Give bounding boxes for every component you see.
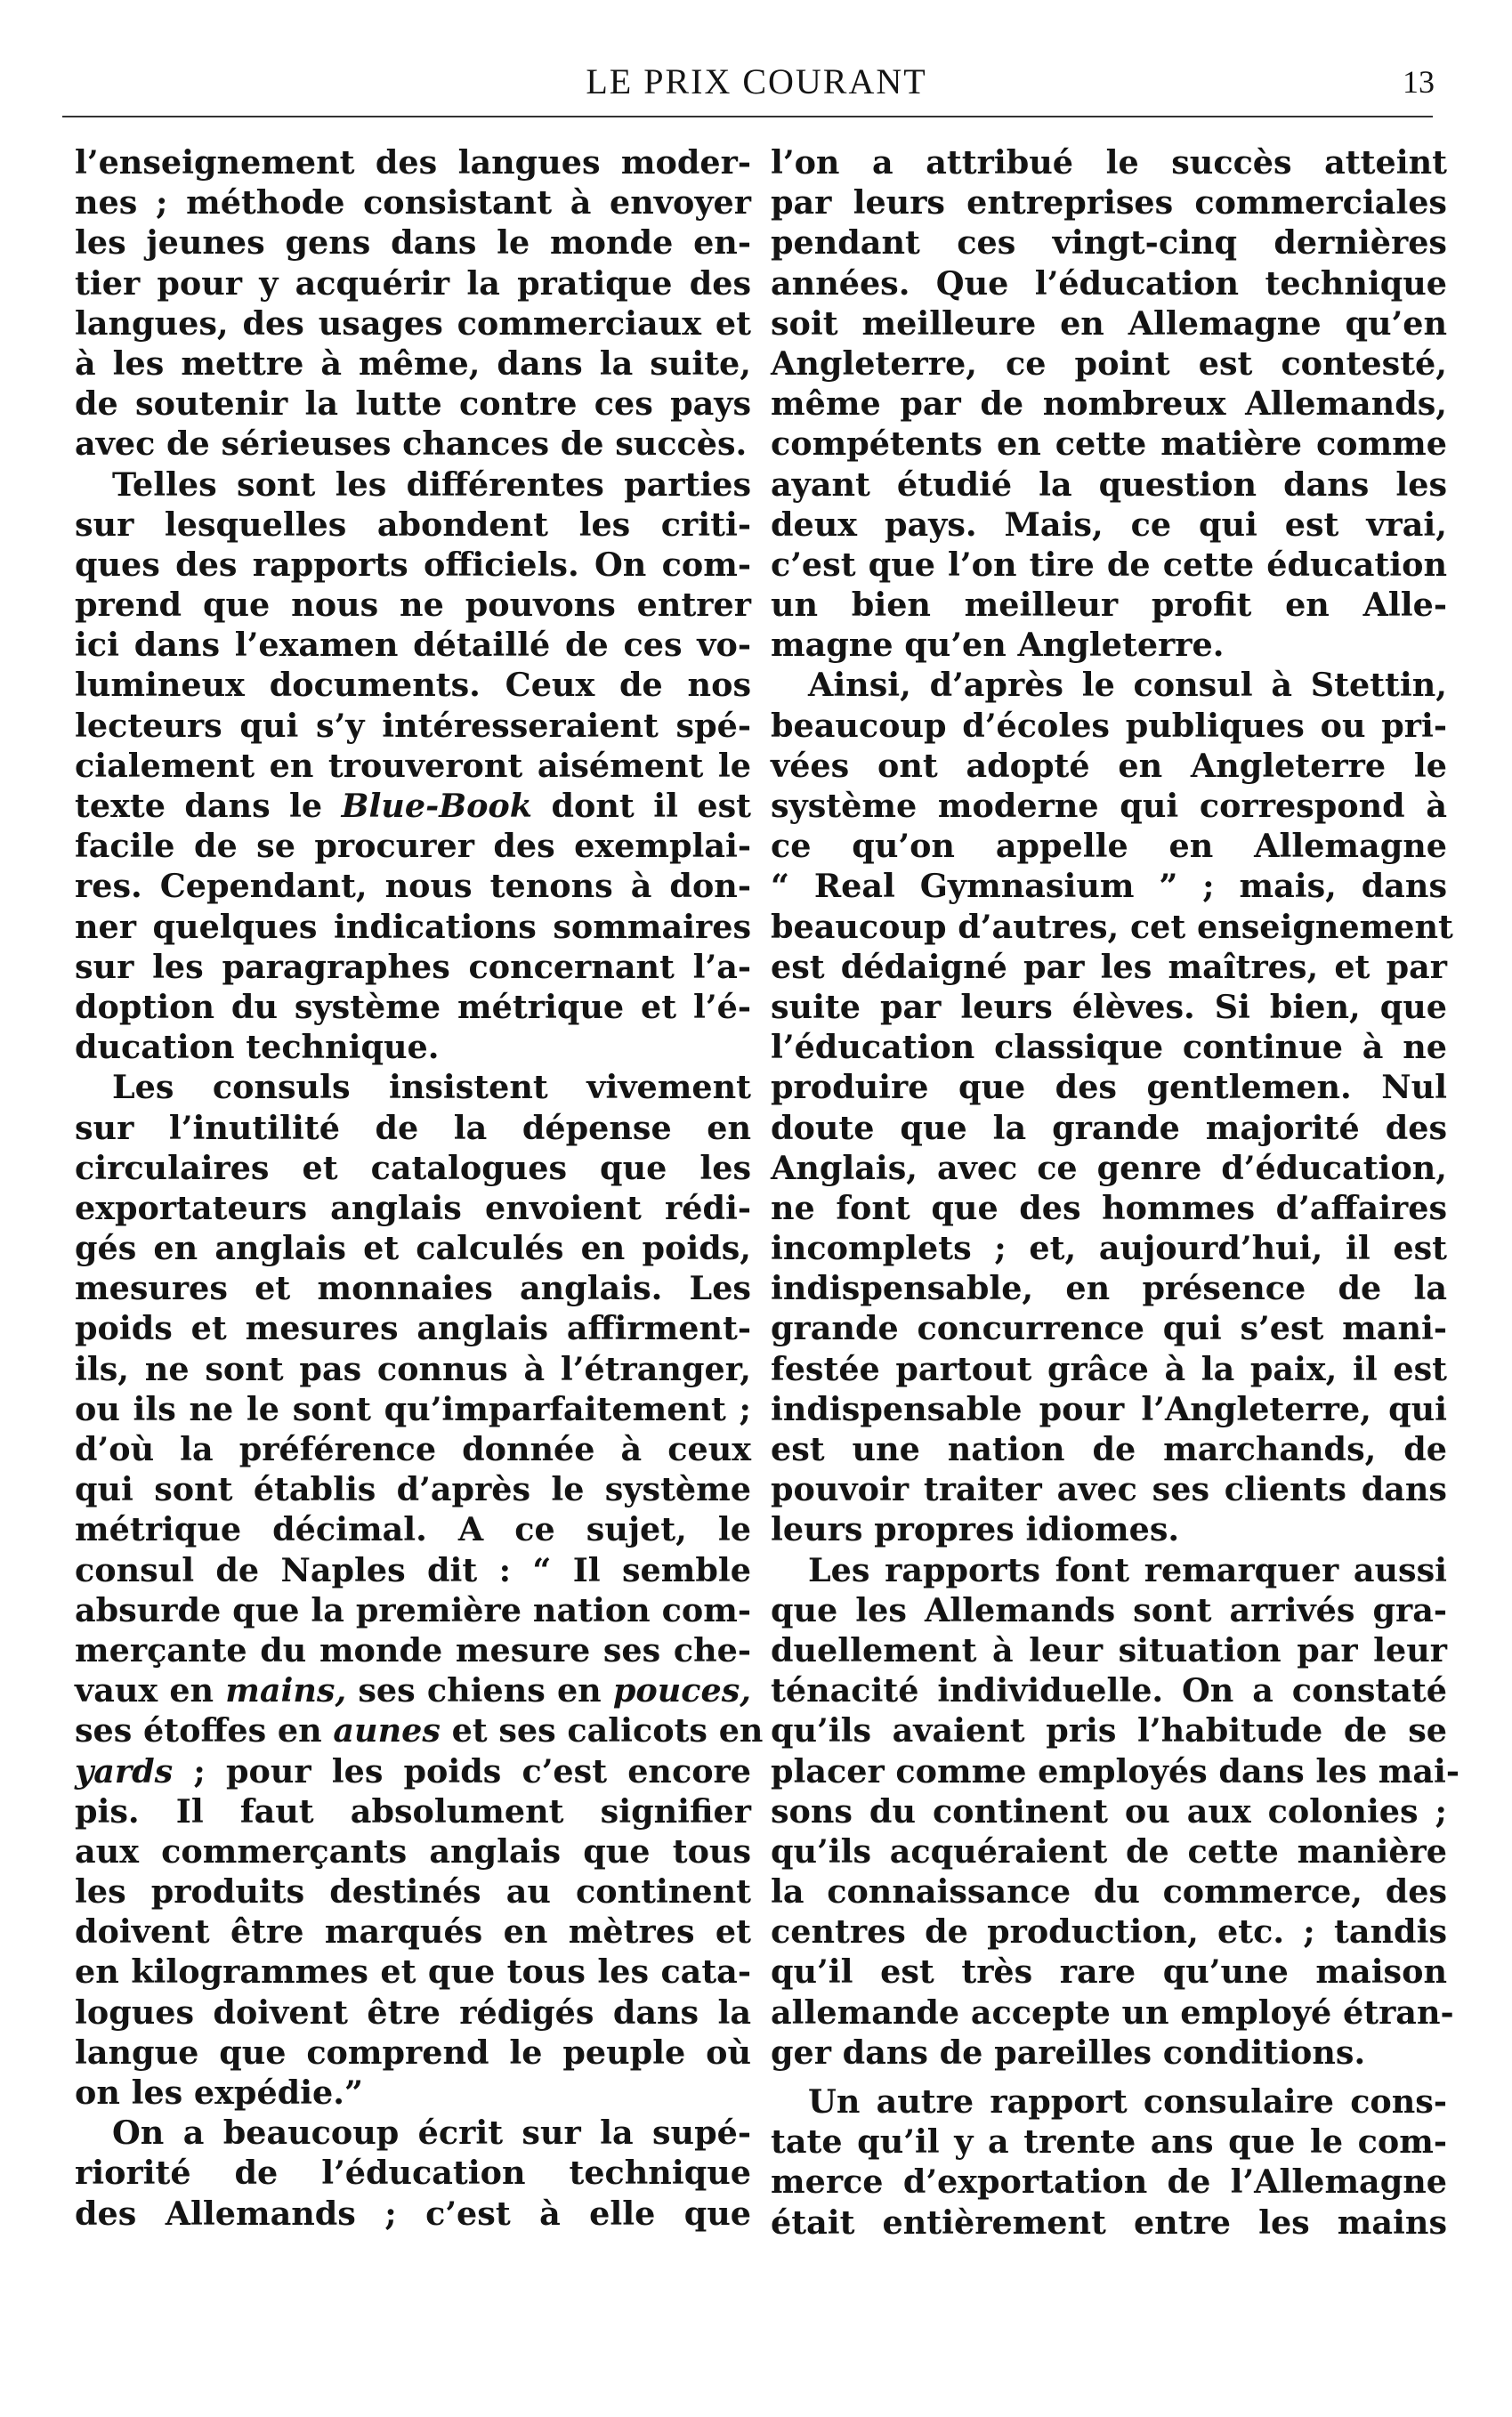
- text-segment: poids et mesures anglais affirment-: [75, 1309, 751, 1348]
- text-segment: On a beaucoup écrit sur la supé-: [112, 2114, 751, 2153]
- text-line: [771, 1630, 1447, 1670]
- running-title: LE PRIX COURANT: [586, 61, 927, 101]
- text-line: [75, 907, 751, 947]
- text-segment: lecteurs qui s’y intéresseraient spé-: [75, 706, 751, 745]
- text-line: [75, 1389, 751, 1429]
- text-line: [75, 1228, 751, 1268]
- text-segment: cialement en trouveront aisément le: [75, 746, 751, 785]
- text-line: [75, 1308, 751, 1348]
- text-segment: doute que la grande majorité des: [771, 1108, 1447, 1147]
- text-segment: Angleterre, ce point est contesté,: [771, 344, 1447, 383]
- text-line: [75, 1751, 751, 1791]
- text-line: [75, 1188, 751, 1228]
- text-line: [75, 866, 751, 906]
- text-line: [75, 1550, 751, 1590]
- italic-text: Blue-Book: [341, 787, 533, 825]
- text-segment: ne font que des hommes d’affaires: [771, 1188, 1447, 1227]
- text-line: [75, 706, 751, 746]
- text-segment: compétents en cette matière comme: [771, 424, 1447, 464]
- text-line: [771, 1228, 1447, 1268]
- text-line: [75, 1429, 751, 1469]
- text-segment: des Allemands ; c’est à elle que: [75, 2194, 751, 2233]
- text-segment: système moderne qui correspond à: [771, 787, 1447, 825]
- text-segment: l’on a attribué le succès atteint: [771, 143, 1447, 182]
- text-segment: circulaires et catalogues que les: [75, 1148, 751, 1187]
- text-line: [75, 1871, 751, 1912]
- text-segment: Telles sont les différentes parties: [112, 465, 751, 504]
- text-line: [771, 2162, 1447, 2202]
- text-segment: Un autre rapport consulaire cons-: [808, 2082, 1447, 2121]
- text-line: [75, 182, 751, 222]
- text-line: [771, 1509, 1447, 1549]
- text-segment: ger dans de pareilles conditions.: [771, 2033, 1366, 2072]
- text-line: [75, 665, 751, 705]
- text-line: [771, 465, 1447, 505]
- text-line: [75, 505, 751, 545]
- text-line: [771, 866, 1447, 906]
- text-segment: ils, ne sont pas connus à l’étranger,: [75, 1349, 751, 1388]
- text-line: [771, 1469, 1447, 1509]
- text-line: [75, 585, 751, 625]
- text-line: [771, 1148, 1447, 1188]
- text-segment: consul de Naples dit : “ Il semble: [75, 1550, 751, 1589]
- text-line: [75, 1710, 764, 1750]
- text-line: [771, 505, 1447, 545]
- text-line: [75, 384, 751, 424]
- text-line: [771, 987, 1447, 1027]
- text-line: [75, 1349, 751, 1389]
- text-line: [75, 1831, 751, 1871]
- text-line: [771, 263, 1447, 303]
- text-segment: “ Real Gymnasium ” ; mais, dans: [771, 867, 1447, 906]
- text-segment: deux pays. Mais, ce qui est vrai,: [771, 505, 1447, 544]
- text-line: [75, 625, 751, 665]
- text-segment: suite par leurs élèves. Si bien, que: [771, 987, 1447, 1026]
- text-line: [771, 1268, 1447, 1308]
- text-segment: merce d’exportation de l’Allemagne: [771, 2162, 1447, 2202]
- text-line: [771, 182, 1447, 222]
- text-segment: est dédaigné par les maîtres, et par: [771, 947, 1447, 986]
- text-segment: langues, des usages commerciaux et: [75, 303, 751, 343]
- text-segment: duellement à leur situation par leur: [771, 1630, 1447, 1669]
- text-segment: mesures et monnaies anglais. Les: [75, 1269, 751, 1308]
- text-segment: même par de nombreux Allemands,: [771, 384, 1447, 424]
- text-line: [771, 1108, 1447, 1148]
- text-segment: lumineux documents. Ceux de nos: [75, 666, 751, 705]
- text-line: [771, 1993, 1454, 2033]
- text-line: [75, 222, 751, 263]
- text-segment: ducation technique.: [75, 1028, 440, 1067]
- text-segment: logues doivent être rédigés dans la: [75, 1993, 751, 2032]
- text-segment: sur lesquelles abondent les criti-: [75, 505, 751, 544]
- text-segment: années. Que l’éducation technique: [771, 263, 1447, 303]
- text-line: [75, 1027, 751, 1067]
- text-segment: pis. Il faut absolument signifier: [75, 1791, 751, 1831]
- text-segment: et ses calicots en: [440, 1711, 764, 1750]
- text-line: [771, 384, 1447, 424]
- text-line: [771, 1429, 1447, 1469]
- running-head: [71, 55, 1442, 109]
- text-segment: centres de production, etc. ; tandis: [771, 1912, 1447, 1952]
- text-line: [75, 1791, 751, 1831]
- text-segment: grande concurrence qui s’est mani-: [771, 1309, 1447, 1348]
- text-segment: dont il est: [532, 787, 751, 825]
- text-segment: festée partout grâce à la paix, il est: [771, 1349, 1447, 1388]
- text-line: [771, 1751, 1460, 1791]
- text-line: [75, 987, 751, 1027]
- text-segment: exportateurs anglais envoient rédi-: [75, 1188, 751, 1227]
- text-segment: de soutenir la lutte contre ces pays: [75, 384, 751, 424]
- text-line: [771, 1710, 1447, 1750]
- text-segment: était entièrement entre les mains: [771, 2203, 1447, 2242]
- text-line: [771, 2122, 1447, 2162]
- text-line: [771, 1791, 1447, 1831]
- text-segment: ténacité individuelle. On a constaté: [771, 1671, 1447, 1710]
- header-rule: [62, 116, 1433, 117]
- text-line: [75, 2153, 751, 2193]
- text-segment: magne qu’en Angleterre.: [771, 626, 1225, 665]
- text-segment: c’est que l’on tire de cette éducation: [771, 545, 1447, 584]
- text-segment: res. Cependant, nous tenons à don-: [75, 867, 751, 906]
- text-line: [75, 1509, 751, 1549]
- text-segment: vées ont adopté en Angleterre le: [771, 746, 1447, 785]
- text-segment: pouvoir traiter avec ses clients dans: [771, 1470, 1447, 1509]
- text-segment: soit meilleure en Allemagne qu’en: [771, 303, 1447, 343]
- text-segment: merçante du monde mesure ses che-: [75, 1630, 751, 1669]
- text-segment: leurs propres idiomes.: [771, 1510, 1180, 1549]
- text-line: [771, 1912, 1447, 1952]
- text-line: [771, 665, 1447, 705]
- text-segment: un bien meilleur profit en Alle-: [771, 586, 1447, 625]
- text-line: [75, 746, 751, 786]
- text-segment: métrique décimal. A ce sujet, le: [75, 1510, 751, 1549]
- text-line: [771, 2203, 1447, 2243]
- text-line: [75, 344, 751, 384]
- text-line: [771, 1952, 1447, 1992]
- text-segment: aux commerçants anglais que tous: [75, 1831, 751, 1871]
- text-line: [771, 344, 1447, 384]
- left-column: [75, 142, 764, 2234]
- text-line: [771, 625, 1447, 665]
- text-segment: vaux en: [75, 1671, 226, 1710]
- page-number: 13: [1403, 64, 1435, 100]
- paragraph-gap: [771, 2073, 1447, 2082]
- text-line: [771, 1871, 1447, 1912]
- text-segment: absurde que la première nation com-: [75, 1590, 751, 1629]
- text-segment: nes ; méthode consistant à envoyer: [75, 183, 751, 222]
- text-line: [75, 947, 751, 987]
- text-line: [75, 1952, 751, 1992]
- text-segment: d’où la préférence donnée à ceux: [75, 1430, 751, 1468]
- text-line: [771, 826, 1447, 866]
- text-line: [75, 1067, 751, 1107]
- text-segment: indispensable, en présence de la: [771, 1269, 1447, 1308]
- text-line: [771, 1027, 1447, 1067]
- text-segment: tate qu’il y a trente ans que le com-: [771, 2122, 1447, 2162]
- italic-text: yards: [75, 1751, 174, 1791]
- text-segment: qui sont établis d’après le système: [75, 1470, 751, 1509]
- text-line: [771, 222, 1447, 263]
- text-segment: ce qu’on appelle en Allemagne: [771, 827, 1447, 866]
- text-line: [771, 545, 1447, 585]
- text-line: [75, 1912, 751, 1952]
- text-segment: Les consuls insistent vivement: [112, 1068, 751, 1107]
- text-segment: ici dans l’examen détaillé de ces vo-: [75, 626, 751, 665]
- text-segment: ques des rapports officiels. On com-: [75, 545, 751, 584]
- text-line: [75, 2073, 751, 2113]
- text-segment: beaucoup d’autres, cet enseignement: [771, 907, 1453, 946]
- text-line: [75, 826, 751, 866]
- text-line: [75, 2194, 751, 2234]
- text-line: [771, 947, 1447, 987]
- text-segment: est une nation de marchands, de: [771, 1430, 1447, 1468]
- text-segment: placer comme employés dans les mai-: [771, 1751, 1460, 1791]
- text-line: [771, 424, 1447, 464]
- text-segment: qu’ils acquéraient de cette manière: [771, 1831, 1447, 1871]
- italic-text: pouces,: [612, 1671, 751, 1710]
- text-line: [75, 1670, 751, 1710]
- text-segment: par leurs entreprises commerciales: [771, 183, 1447, 222]
- text-segment: sur l’inutilité de la dépense en: [75, 1108, 751, 1147]
- text-line: [75, 1148, 751, 1188]
- text-line: [75, 303, 751, 344]
- text-segment: doption du système métrique et l’é-: [75, 987, 751, 1026]
- text-segment: gés en anglais et calculés en poids,: [75, 1229, 751, 1268]
- text-segment: ayant étudié la question dans les: [771, 465, 1447, 504]
- text-line: [771, 1188, 1447, 1228]
- text-segment: prend que nous ne pouvons entrer: [75, 586, 751, 625]
- text-line: [75, 1590, 751, 1630]
- text-segment: texte dans le: [75, 787, 342, 825]
- text-segment: allemande accepte un employé étran-: [771, 1993, 1454, 2032]
- text-segment: Les rapports font remarquer aussi: [808, 1550, 1447, 1589]
- text-segment: doivent être marqués en mètres et: [75, 1912, 751, 1952]
- text-segment: avec de sérieuses chances de succès.: [75, 424, 748, 464]
- text-line: [75, 1108, 751, 1148]
- text-line: [771, 706, 1447, 746]
- text-segment: ou ils ne le sont qu’imparfaitement ;: [75, 1389, 751, 1428]
- text-segment: ner quelques indications sommaires: [75, 907, 751, 946]
- text-segment: les produits destinés au continent: [75, 1872, 751, 1912]
- text-segment: sur les paragraphes concernant l’a-: [75, 947, 751, 986]
- text-segment: incomplets ; et, aujourd’hui, il est: [771, 1229, 1447, 1268]
- text-line: [771, 1349, 1447, 1389]
- text-segment: tier pour y acquérir la pratique des: [75, 263, 751, 303]
- text-segment: beaucoup d’écoles publiques ou pri-: [771, 706, 1447, 745]
- text-line: [75, 545, 751, 585]
- text-line: [771, 786, 1447, 826]
- text-line: [771, 1067, 1447, 1107]
- text-line: [771, 1308, 1447, 1348]
- text-segment: l’enseignement des langues moder-: [75, 143, 751, 182]
- text-segment: facile de se procurer des exemplai-: [75, 827, 751, 866]
- text-line: [771, 2082, 1447, 2122]
- text-segment: à les mettre à même, dans la suite,: [75, 344, 751, 383]
- text-line: [771, 1831, 1447, 1871]
- text-line: [771, 1550, 1447, 1590]
- text-line: [771, 1670, 1447, 1710]
- text-line: [771, 142, 1447, 182]
- text-segment: indispensable pour l’Angleterre, qui: [771, 1389, 1447, 1428]
- text-line: [75, 424, 751, 464]
- text-line: [771, 303, 1447, 344]
- text-segment: que les Allemands sont arrivés gra-: [771, 1590, 1447, 1629]
- text-line: [75, 142, 751, 182]
- text-line: [75, 786, 751, 826]
- text-line: [75, 1469, 751, 1509]
- text-line: [771, 746, 1447, 786]
- text-line: [75, 2113, 751, 2153]
- text-segment: produire que des gentlemen. Nul: [771, 1068, 1447, 1107]
- text-segment: on les expédie.”: [75, 2073, 363, 2112]
- right-column: [771, 142, 1460, 2243]
- text-line: [771, 1590, 1447, 1630]
- text-line: [771, 1389, 1447, 1429]
- text-segment: ses chiens en: [346, 1671, 613, 1710]
- text-line: [771, 585, 1447, 625]
- text-line: [75, 1630, 751, 1670]
- text-line: [771, 2033, 1447, 2073]
- italic-text: aunes: [333, 1711, 441, 1750]
- text-segment: la connaissance du commerce, des: [771, 1872, 1447, 1912]
- text-segment: ses étoffes en: [75, 1711, 334, 1750]
- text-segment: ; pour les poids c’est encore: [173, 1751, 751, 1791]
- text-segment: Ainsi, d’après le consul à Stettin,: [808, 666, 1447, 705]
- text-segment: qu’il est très rare qu’une maison: [771, 1952, 1447, 1992]
- text-line: [75, 263, 751, 303]
- text-segment: riorité de l’éducation technique: [75, 2154, 751, 2193]
- text-line: [771, 907, 1453, 947]
- italic-text: mains,: [225, 1671, 347, 1710]
- text-segment: langue que comprend le peuple où: [75, 2033, 751, 2072]
- text-segment: qu’ils avaient pris l’habitude de se: [771, 1711, 1447, 1750]
- text-line: [75, 1993, 751, 2033]
- text-segment: les jeunes gens dans le monde en-: [75, 223, 751, 263]
- text-line: [75, 1268, 751, 1308]
- text-segment: sons du continent ou aux colonies ;: [771, 1791, 1447, 1831]
- text-segment: Anglais, avec ce genre d’éducation,: [771, 1148, 1447, 1187]
- text-line: [75, 2033, 751, 2073]
- text-line: [75, 465, 751, 505]
- text-segment: en kilogrammes et que tous les cata-: [75, 1952, 751, 1992]
- text-segment: l’éducation classique continue à ne: [771, 1028, 1447, 1067]
- text-segment: pendant ces vingt-cinq dernières: [771, 223, 1447, 263]
